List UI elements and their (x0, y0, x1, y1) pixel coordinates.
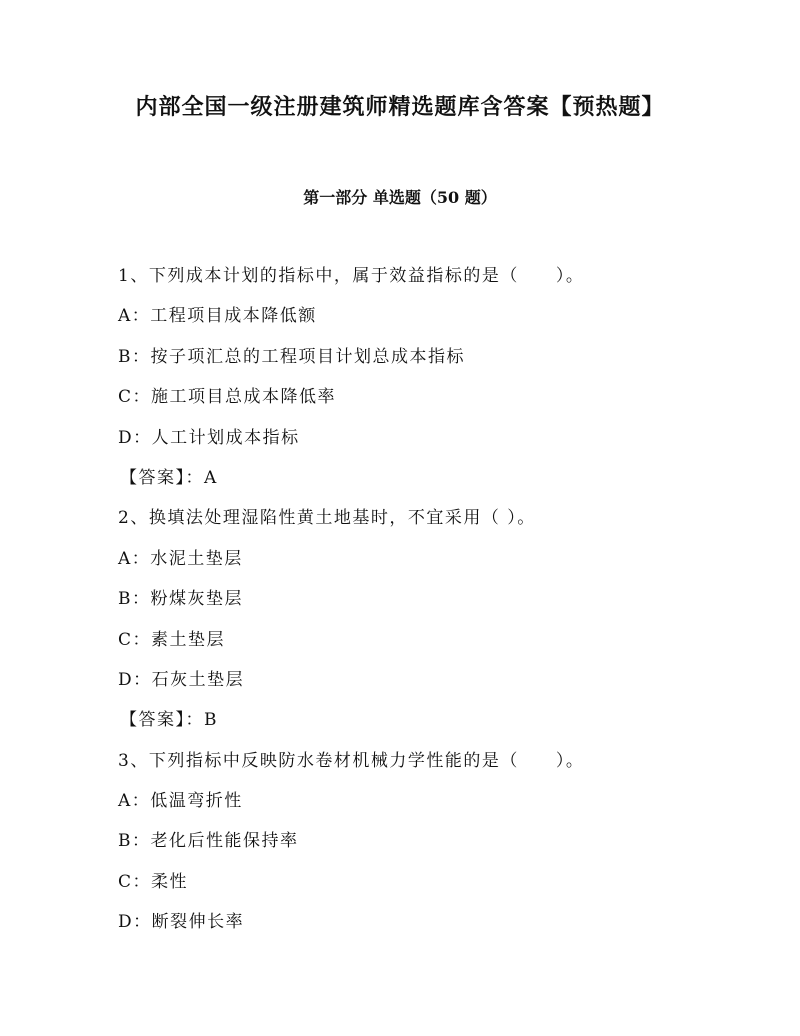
answer-option: B：老化后性能保持率 (118, 831, 299, 852)
answer-option: A：低温弯折性 (118, 791, 243, 812)
answer-option: C：柔性 (118, 871, 189, 892)
answer-key: 【答案】：A (120, 467, 218, 488)
answer-option: A：水泥土垫层 (118, 548, 243, 569)
answer-option: B：按子项汇总的工程项目计划总成本指标 (118, 346, 465, 367)
question-stem: 2、换填法处理湿陷性黄土地基时，不宜采用（ ）。 (118, 508, 536, 529)
document-title: 内部全国一级注册建筑师精选题库含答案【预热题】 (135, 94, 665, 120)
answer-option: A：工程项目成本降低额 (118, 306, 317, 327)
question-stem: 3、下列指标中反映防水卷材机械力学性能的是（ ）。 (118, 750, 585, 771)
answer-option: D：石灰土垫层 (118, 669, 245, 690)
answer-option: B：粉煤灰垫层 (118, 589, 243, 610)
answer-option: C：施工项目总成本降低率 (118, 387, 337, 408)
question-stem: 1、下列成本计划的指标中，属于效益指标的是（ ）。 (118, 266, 585, 286)
question-list (118, 262, 758, 949)
answer-option: D：人工计划成本指标 (118, 427, 300, 448)
answer-option: D：断裂伸长率 (118, 912, 245, 933)
section-title: 第一部分 单选题（50 题） (303, 188, 497, 207)
answer-key: 【答案】：B (120, 710, 218, 731)
answer-option: C：素土垫层 (118, 629, 226, 650)
